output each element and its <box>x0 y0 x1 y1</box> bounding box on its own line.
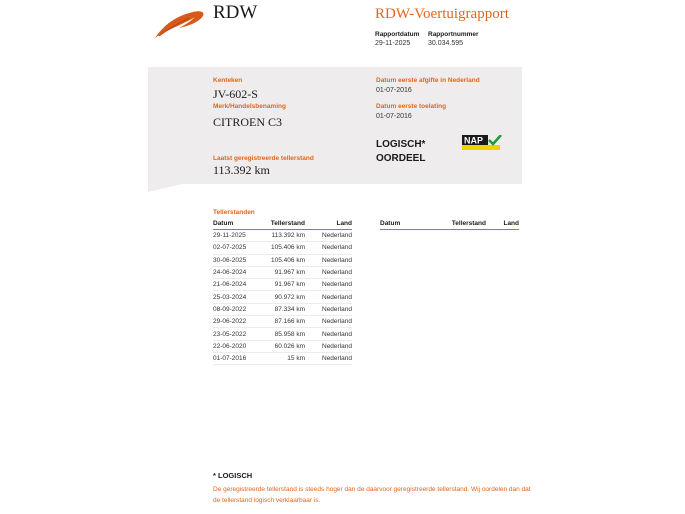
col-country-header: Land <box>305 219 352 230</box>
cell-date: 30-06-2025 <box>213 254 269 266</box>
nap-badge-icon <box>462 135 502 153</box>
table-row <box>213 242 352 254</box>
verdict <box>376 138 425 166</box>
footnote-text: De geregistreerde tellerstand is steeds hoger dan de daarvoor geregistreerde tellerstand. Wij oordelen dan dat de tellerstand logisch verklaarbaar is. <box>213 486 531 504</box>
make-value: CITROEN C3 <box>213 115 282 129</box>
col-date-header: Datum <box>213 219 269 230</box>
cell-odometer: 91.967 km <box>269 266 305 278</box>
readings-table-right <box>380 219 519 230</box>
readings-table-left <box>213 219 352 365</box>
cell-date: 29-06-2022 <box>213 316 269 328</box>
cell-odometer: 91.967 km <box>269 279 305 291</box>
cell-country: Nederland <box>305 266 352 278</box>
cell-country: Nederland <box>305 352 352 364</box>
footnote-title: * LOGISCH <box>213 471 253 480</box>
table-row <box>213 279 352 291</box>
cell-odometer: 113.392 km <box>269 230 305 242</box>
rdw-feather-logo-icon <box>153 10 205 40</box>
table-row <box>213 328 352 340</box>
vehicle-summary-panel <box>148 67 522 184</box>
cell-country: Nederland <box>305 328 352 340</box>
report-title: RDW-Voertuigrapport <box>375 6 509 22</box>
cell-country: Nederland <box>305 230 352 242</box>
table-header-row <box>380 219 519 230</box>
cell-odometer: 60.026 km <box>269 340 305 352</box>
cell-country: Nederland <box>305 291 352 303</box>
table-row <box>213 316 352 328</box>
cell-country: Nederland <box>305 340 352 352</box>
cell-country: Nederland <box>305 254 352 266</box>
cell-date: 08-09-2022 <box>213 303 269 315</box>
verdict-line-1: LOGISCH* <box>376 139 426 150</box>
cell-date: 24-06-2024 <box>213 266 269 278</box>
cell-date: 01-07-2016 <box>213 352 269 364</box>
table-header-row <box>213 219 352 230</box>
cell-date: 02-07-2025 <box>213 242 269 254</box>
cell-date: 25-03-2024 <box>213 291 269 303</box>
table-row <box>213 254 352 266</box>
table-row <box>213 266 352 278</box>
col-odometer-header: Tellerstand <box>269 219 305 230</box>
cell-odometer: 87.334 km <box>269 303 305 315</box>
first-issue-nl-label: Datum eerste afgifte in Nederland <box>376 77 480 84</box>
table-row <box>213 352 352 364</box>
readings-title: Tellerstanden <box>213 209 255 216</box>
table-row <box>213 291 352 303</box>
cell-country: Nederland <box>305 303 352 315</box>
report-number-label: Rapportnummer <box>428 31 479 38</box>
cell-odometer: 105.406 km <box>269 254 305 266</box>
report-number: 30.034.595 <box>428 40 464 47</box>
cell-odometer: 105.406 km <box>269 242 305 254</box>
plate-label: Kenteken <box>213 77 243 84</box>
cell-country: Nederland <box>305 279 352 291</box>
cell-country: Nederland <box>305 242 352 254</box>
col-odometer-header: Tellerstand <box>436 219 486 230</box>
cell-date: 21-06-2024 <box>213 279 269 291</box>
report-date: 29-11-2025 <box>375 40 411 47</box>
odometer-label: Laatst geregistreerde tellerstand <box>213 155 314 162</box>
cell-date: 23-05-2022 <box>213 328 269 340</box>
col-country-header: Land <box>486 219 519 230</box>
col-date-header: Datum <box>380 219 436 230</box>
cell-date: 29-11-2025 <box>213 230 269 242</box>
brand-name: RDW <box>213 2 258 23</box>
nap-badge-text: NAP <box>464 135 484 146</box>
cell-odometer: 85.958 km <box>269 328 305 340</box>
odometer-value: 113.392 km <box>213 163 270 177</box>
panel-notch <box>148 184 182 192</box>
cell-odometer: 15 km <box>269 352 305 364</box>
first-admission-label: Datum eerste toelating <box>376 103 447 110</box>
cell-date: 22-06-2020 <box>213 340 269 352</box>
report-date-label: Rapportdatum <box>375 31 420 38</box>
table-row <box>213 340 352 352</box>
table-row <box>213 303 352 315</box>
first-issue-nl-value: 01-07-2016 <box>376 87 412 94</box>
plate-value: JV-602-S <box>213 87 258 101</box>
make-label: Merk/Handelsbenaming <box>213 103 286 110</box>
verdict-line-2: OORDEEL <box>376 153 426 164</box>
table-row <box>213 230 352 242</box>
cell-odometer: 90.972 km <box>269 291 305 303</box>
cell-country: Nederland <box>305 316 352 328</box>
first-admission-value: 01-07-2016 <box>376 113 412 120</box>
cell-odometer: 87.166 km <box>269 316 305 328</box>
